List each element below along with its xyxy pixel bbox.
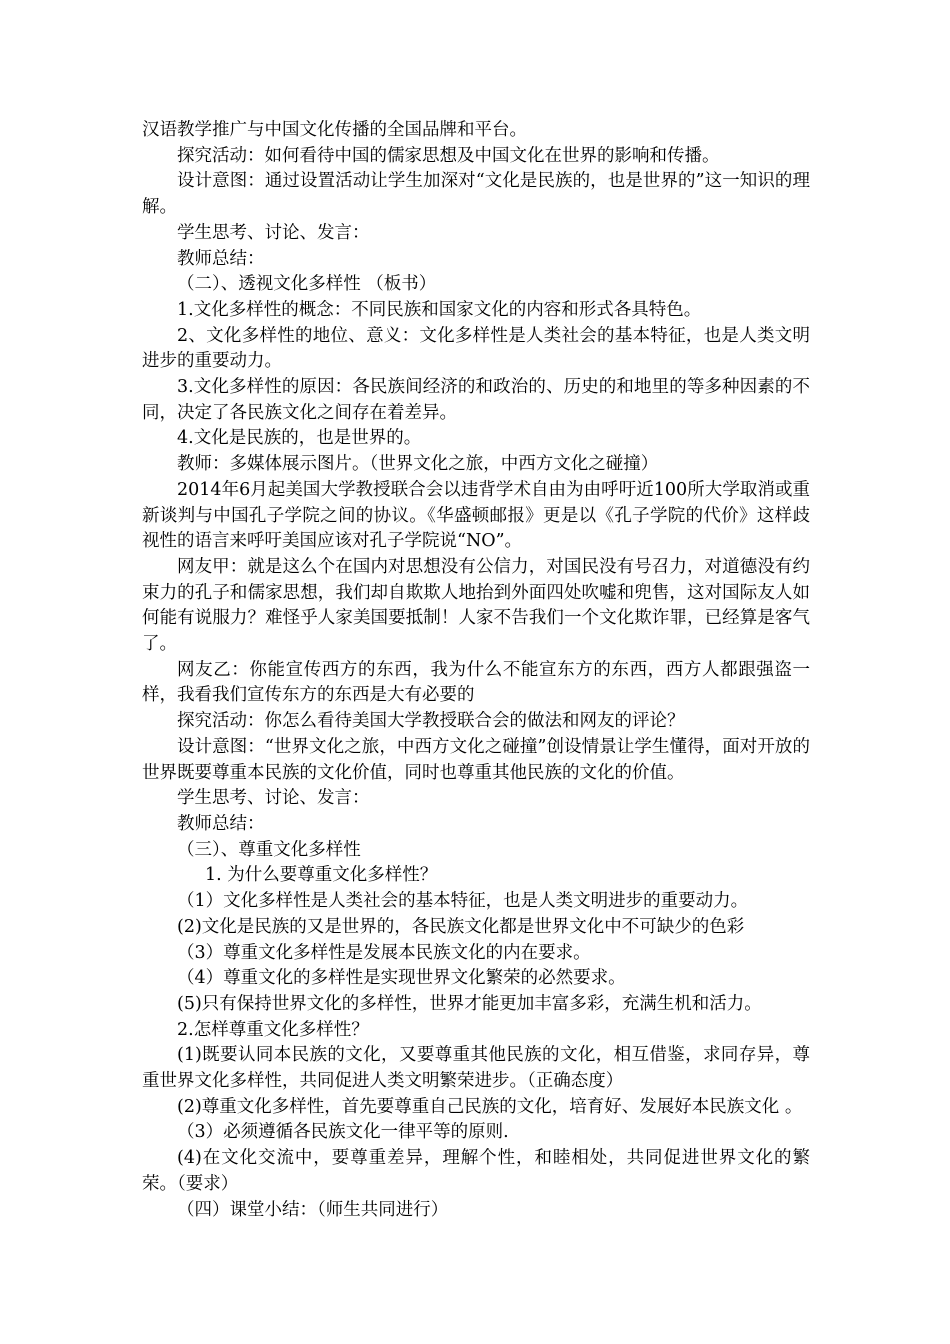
paragraph: 3.文化多样性的原因：各民族间经济的和政治的、历史的和地里的等多种因素的不同，决定了各民族文化之间存在着差异。	[142, 377, 810, 423]
paragraph: 汉语教学推广与中国文化传播的全国品牌和平台。	[142, 120, 527, 140]
paragraph: （三）、尊重文化多样性	[177, 839, 361, 860]
paragraph: 1. 为什么要尊重文化多样性？	[205, 865, 438, 886]
paragraph: (5)只有保持世界文化的多样性，世界才能更加丰富多彩，充满生机和活力。	[177, 993, 762, 1014]
paragraph: （四）课堂小结：（师生共同进行）	[177, 1199, 449, 1220]
paragraph: 网友甲：就是这么个在国内对思想没有公信力，对国民没有号召力，对道德没有约束力的孔子和儒家思想，我们却自欺欺人地抬到外面四处吹嘘和兜售，这对国际友人如何能有说服力？难怪乎人家美国要抵制！人家不告我们一个文化欺诈罪，已经算是客气了。	[142, 556, 810, 655]
paragraph: （4）尊重文化的多样性是实现世界文化繁荣的必然要求。	[177, 968, 626, 989]
paragraph: (1)既要认同本民族的文化，又要尊重其他民族的文化，相互借鉴，求同存异，尊重世界文化多样性，共同促进人类文明繁荣进步。（正确态度）	[142, 1045, 810, 1092]
paragraph: 学生思考、讨论、发言：	[177, 222, 370, 243]
paragraph: 教师总结：	[177, 248, 265, 269]
paragraph: 2014年6月起美国大学教授联合会以违背学术自由为由呼吁近100所大学取消或重新谈判与中国孔子学院之间的协议。《华盛顿邮报》更是以《孔子学院的代价》这样歧视性的语言来呼吁美国应该对孔子学院说“NO”。	[142, 479, 810, 552]
paragraph: 1.文化多样性的概念：不同民族和国家文化的内容和形式各具特色。	[177, 299, 702, 320]
paragraph: 教师：多媒体展示图片。（世界文化之旅，中西方文化之碰撞）	[177, 454, 659, 475]
paragraph: 探究活动：如何看待中国的儒家思想及中国文化在世界的影响和传播。	[177, 145, 720, 166]
paragraph: 设计意图：“世界文化之旅，中西方文化之碰撞”创设情景让学生懂得，面对开放的世界既要尊重本民族的文化价值，同时也尊重其他民族的文化的价值。	[142, 736, 810, 783]
paragraph: （3）尊重文化多样性是发展本民族文化的内在要求。	[177, 942, 591, 963]
paragraph: （1）文化多样性是人类社会的基本特征，也是人类文明进步的重要动力。	[177, 891, 749, 912]
paragraph: (2)尊重文化多样性，首先要尊重自己民族的文化，培育好、发展好本民族文化 。	[177, 1096, 803, 1117]
paragraph: 教师总结：	[177, 813, 265, 834]
paragraph: （二）、透视文化多样性 （板书）	[177, 274, 437, 295]
paragraph: 4.文化是民族的，也是世界的。	[177, 428, 422, 449]
paragraph: 2.怎样尊重文化多样性？	[177, 1019, 369, 1040]
paragraph: (2)文化是民族的又是世界的，各民族文化都是世界文化中不可缺少的色彩	[177, 916, 745, 937]
document-page	[142, 118, 810, 1223]
paragraph: 2、文化多样性的地位、意义：文化多样性是人类社会的基本特征，也是人类文明进步的重要动力。	[142, 325, 810, 372]
paragraph: 设计意图：通过设置活动让学生加深对“文化是民族的，也是世界的”这一知识的理解。	[142, 171, 810, 218]
paragraph: (4)在文化交流中，要尊重差异，理解个性，和睦相处，共同促进世界文化的繁荣。（要求）	[142, 1148, 810, 1194]
paragraph: 探究活动：你怎么看待美国大学教授联合会的做法和网友的评论？	[177, 711, 685, 732]
paragraph: （3）必须遵循各民族文化一律平等的原则.	[177, 1122, 509, 1143]
paragraph: 网友乙：你能宣传西方的东西，我为什么不能宣东方的东西，西方人都跟强盗一样，我看我们宣传东方的东西是大有必要的	[142, 659, 810, 706]
paragraph: 学生思考、讨论、发言：	[177, 788, 370, 809]
